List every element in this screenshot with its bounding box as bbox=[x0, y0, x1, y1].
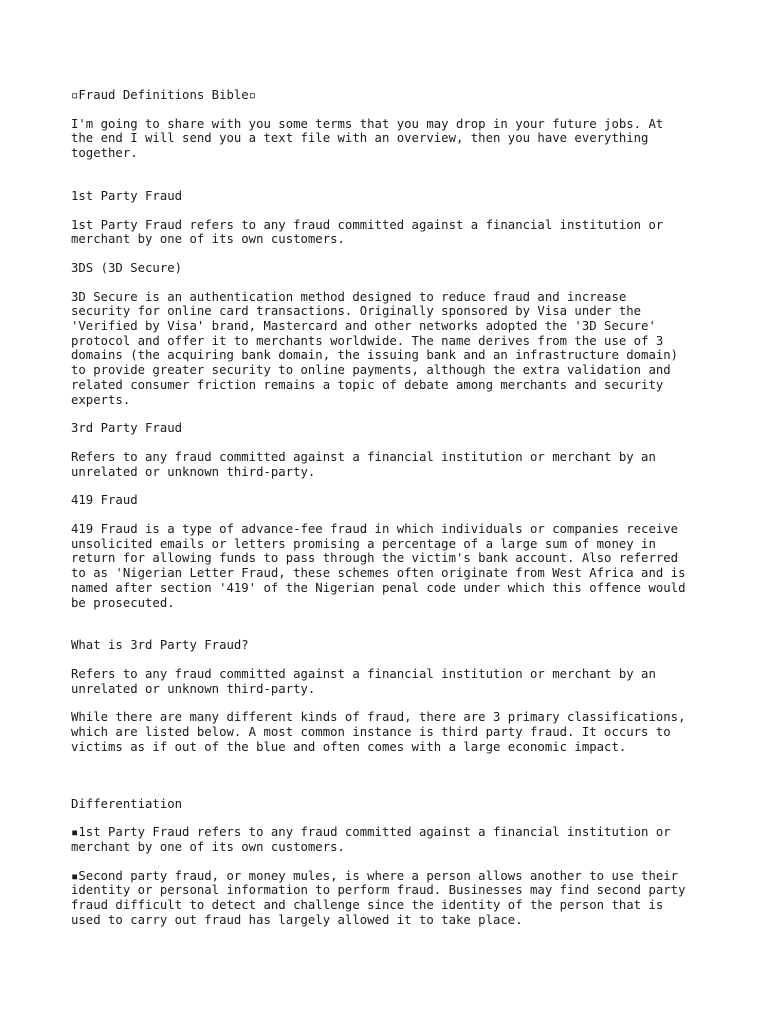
what-is-body-2: While there are many different kinds of fraud, there are 3 primary classifications, which are listed below. A most common instance is third party fraud. It occurs to victims as if out of the blue and often comes with a large economic impact. bbox=[71, 710, 686, 754]
section-heading-3rd-party-fraud: 3rd Party Fraud bbox=[71, 421, 183, 436]
section-body-3rd-party-fraud: Refers to any fraud committed against a financial institution or merchant by an unrelated or unknown third-party. bbox=[71, 449, 656, 479]
section-body-419-fraud: 419 Fraud is a type of advance-fee fraud in which individuals or companies receive unsolicited emails or letters promising a percentage of a large sum of money in return for allowing funds to pass through the victim's bank account. Also referred to as 'Nigerian Letter Fraud, these schemes often originate from West Africa and is named after section '419' of the Nigerian penal code under which this offence would be prosecuted. bbox=[71, 522, 686, 610]
differentiation-bullet-1: ▪1st Party Fraud refers to any fraud committed against a financial institution or merchant by one of its own customers. bbox=[71, 825, 671, 854]
intro-paragraph: I'm going to share with you some terms that you may drop in your future jobs. At the end I will send you a text file with an overview, then you have everything together. bbox=[71, 116, 664, 161]
section-body-3ds: 3D Secure is an authentication method designed to reduce fraud and increase security for online card transactions. Originally sponsored by Visa under the 'Verified by Visa' brand, Mastercard and other networks adopted the '3D Secure' protocol and offer it to merchants worldwide. The name derives from the use of 3 domains (the acquiring bank domain, the issuing bank and an infrastructure domain) to provide greater security to online payments, although the extra validation and related consumer friction remains a topic of debate among merchants and security experts. bbox=[71, 289, 679, 407]
document-page bbox=[71, 88, 711, 927]
differentiation-heading: Differentiation bbox=[71, 796, 183, 811]
section-heading-3ds: 3DS (3D Secure) bbox=[71, 260, 183, 275]
section-heading-419-fraud: 419 Fraud bbox=[71, 493, 138, 508]
what-is-body-1: Refers to any fraud committed against a financial institution or merchant by an unrelated or unknown third-party. bbox=[71, 666, 656, 696]
document-title: ▫Fraud Definitions Bible▫ bbox=[71, 88, 257, 102]
section-body-1st-party-fraud: 1st Party Fraud refers to any fraud committed against a financial institution or merchant by one of its own customers. bbox=[71, 217, 664, 247]
section-heading-1st-party-fraud: 1st Party Fraud bbox=[71, 188, 183, 203]
differentiation-bullet-2: ▪Second party fraud, or money mules, is where a person allows another to use their identity or personal information to perform fraud. Businesses may find second party fraud difficult to detect and challenge since the identity of the person that is used to carry out fraud has largely allowed it to take place. bbox=[71, 868, 686, 927]
what-is-heading: What is 3rd Party Fraud? bbox=[71, 638, 249, 653]
